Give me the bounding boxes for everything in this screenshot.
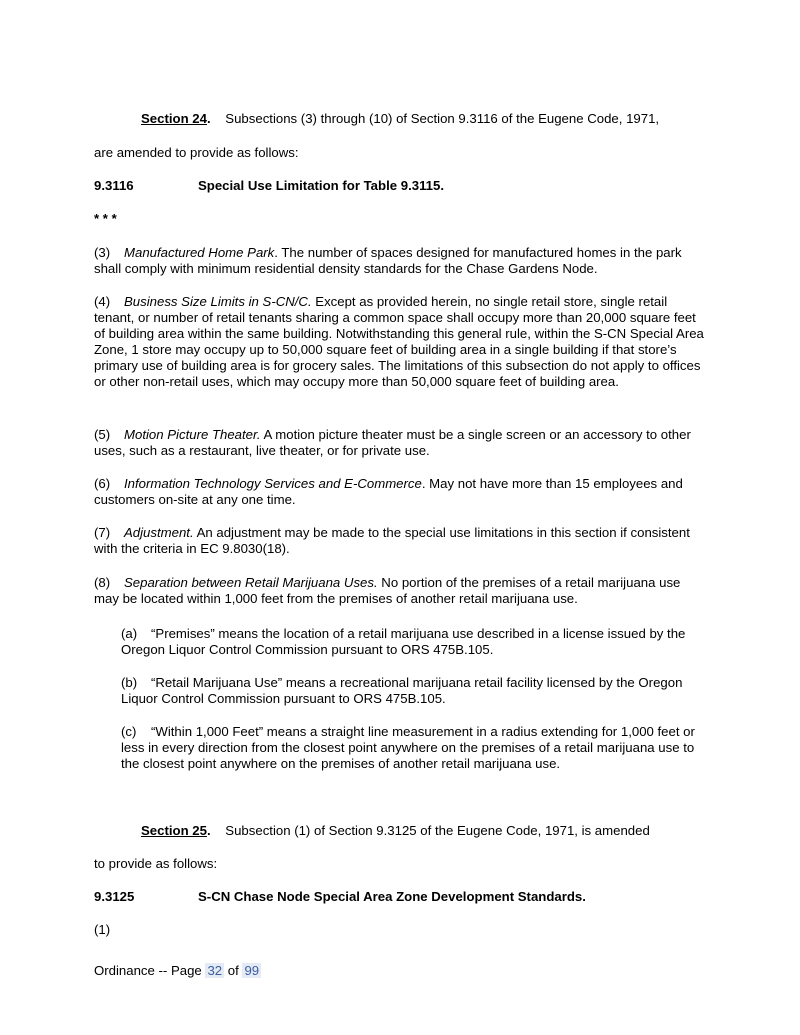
subitem-a	[121, 626, 706, 658]
item-title: Separation between Retail Marijuana Uses.	[124, 575, 378, 590]
subitem-number: (a)	[121, 626, 138, 641]
item-text: An adjustment may be made to the special use limitations in this section if consistent with the criteria in EC 9.8030(18).	[94, 525, 690, 556]
subitem-text: “Retail Marijuana Use” means a recreational marijuana retail facility licensed by the Oregon Liquor Control Commission pursuant to ORS 475B.105.	[121, 675, 683, 706]
ellipsis: * * *	[94, 211, 117, 226]
item-text: . May not have more than 15 employees and customers on-site at any one time.	[94, 476, 683, 507]
code-heading-9-3125	[94, 889, 706, 905]
item-5	[94, 427, 706, 459]
subitem-number: (b)	[121, 675, 138, 690]
section-25-intro	[94, 823, 706, 839]
section-25-dot: .	[206, 823, 211, 838]
item-text: . The number of spaces designed for manufactured homes in the park shall comply with minimum residential density standards for the Chase Gardens Node.	[94, 245, 682, 276]
item-8	[94, 575, 706, 607]
item-number: (6)	[94, 476, 111, 491]
code-title: S-CN Chase Node Special Area Zone Development Standards.	[198, 889, 586, 904]
item-text: No portion of the premises of a retail marijuana use may be located within 1,000 feet from the premises of another retail marijuana use.	[94, 575, 681, 606]
code-number: 9.3125	[94, 889, 135, 904]
footer-of: of	[227, 963, 239, 978]
item-number: (3)	[94, 245, 111, 260]
trailing-item: (1)	[94, 922, 111, 937]
page-footer	[94, 963, 261, 979]
item-number: (7)	[94, 525, 111, 540]
current-page-number[interactable]: 32	[207, 963, 223, 978]
item-3	[94, 245, 706, 277]
section-24-intro-line2: are amended to provide as follows:	[94, 145, 299, 160]
item-4	[94, 294, 706, 390]
item-number: (5)	[94, 427, 111, 442]
code-title: Special Use Limitation for Table 9.3115.	[198, 178, 445, 193]
section-24-heading: Section 24	[141, 111, 207, 126]
item-7	[94, 525, 706, 557]
item-number: (8)	[94, 575, 111, 590]
section-24-dot: .	[206, 111, 211, 126]
subitem-text: “Premises” means the location of a retail marijuana use described in a license issued by the Oregon Liquor Control Commission pursuant to ORS 475B.105.	[121, 626, 686, 657]
code-number: 9.3116	[94, 178, 134, 193]
total-page-count[interactable]: 99	[244, 963, 260, 978]
subitem-c	[121, 724, 706, 772]
subitem-number: (c)	[121, 724, 137, 739]
footer-prefix: Ordinance -- Page	[94, 963, 202, 978]
section-24-intro-text: Subsections (3) through (10) of Section 9.3116 of the Eugene Code, 1971,	[225, 111, 660, 126]
item-number: (4)	[94, 294, 111, 309]
subitem-b	[121, 675, 706, 707]
subitem-text: “Within 1,000 Feet” means a straight line measurement in a radius extending for 1,000 feet or less in every direction from the closest point anywhere on the premises of a retail marijuana use to the closest point anywhere on the premises of another retail marijuana use.	[121, 724, 695, 771]
item-6	[94, 476, 706, 508]
item-title: Manufactured Home Park	[124, 245, 275, 260]
item-title: Information Technology Services and E-Commerce	[124, 476, 422, 491]
section-24-intro	[94, 111, 706, 127]
code-heading-9-3116	[94, 178, 706, 194]
section-25-heading: Section 25	[141, 823, 207, 838]
section-25-intro-line2: to provide as follows:	[94, 856, 218, 871]
section-25-intro-text: Subsection (1) of Section 9.3125 of the Eugene Code, 1971, is amended	[225, 823, 650, 838]
item-text: Except as provided herein, no single retail store, single retail tenant, or number of retail tenants sharing a common space shall occupy more than 20,000 square feet of building area within the same building. Notwithstanding this general rule, within the S-CN Special Area Zone, 1 store may occupy up to 50,000 square feet of building area in a single building if that store’s primary use of building area is for grocery sales. The limitations of this subsection do not apply to offices or other non-retail uses, which may occupy more than 50,000 square feet of building area.	[94, 294, 704, 389]
item-title: Adjustment.	[124, 525, 194, 540]
item-text: A motion picture theater must be a single screen or an accessory to other uses, such as a restaurant, live theater, or for private use.	[94, 427, 691, 458]
item-title: Motion Picture Theater.	[124, 427, 261, 442]
item-title: Business Size Limits in S-CN/C.	[124, 294, 312, 309]
